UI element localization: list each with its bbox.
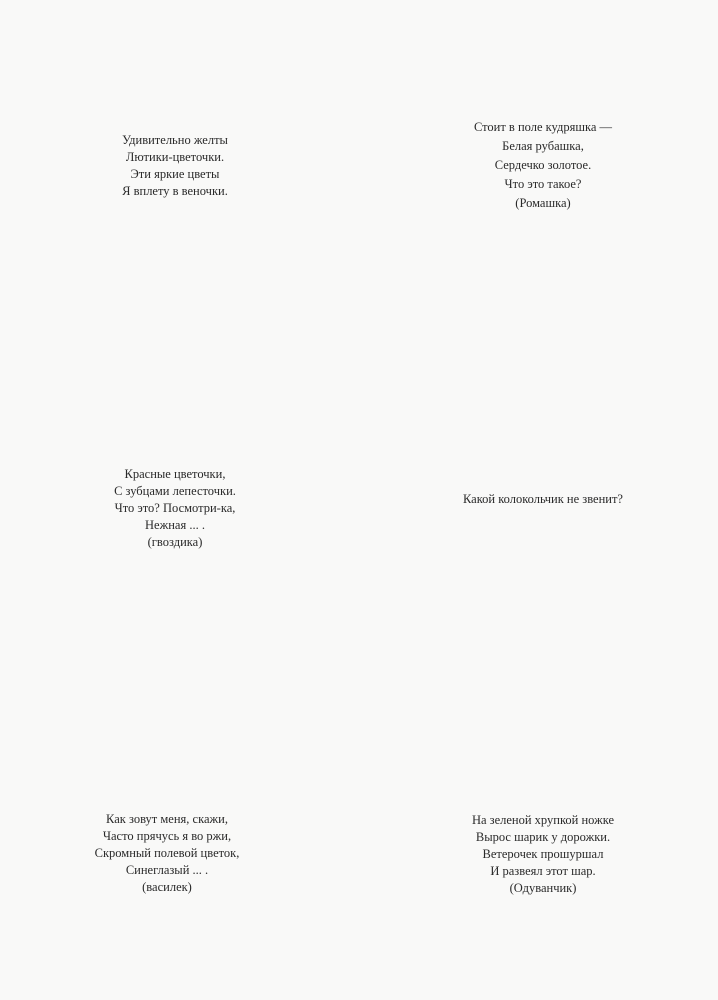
riddle-line: Нежная ... . xyxy=(145,518,205,532)
riddle-line: Удивительно желты xyxy=(122,133,228,147)
riddle-line: С зубцами лепесточки. xyxy=(114,484,236,498)
riddle-answer: (гвоздика) xyxy=(147,535,203,549)
riddle-answer: (Одуванчик) xyxy=(509,881,577,895)
riddle-line: На зеленой хрупкой ножке xyxy=(471,813,615,827)
riddle-line: Стоит в поле кудряшка — xyxy=(473,120,613,134)
riddle-line: Скромный полевой цветок, xyxy=(94,846,240,860)
riddle-line: Синеглазый ... . xyxy=(125,863,209,877)
riddle-line: И развеял этот шар. xyxy=(490,864,596,878)
riddle-line: Как зовут меня, скажи, xyxy=(106,812,228,826)
riddle-bellflower xyxy=(428,491,658,508)
riddle-line: Какой колокольчик не звенит? xyxy=(463,492,623,506)
riddle-chamomile xyxy=(428,118,658,213)
riddle-line: Лютики-цветочки. xyxy=(125,150,225,164)
riddle-line: Ветерочек прошуршал xyxy=(482,847,604,861)
riddle-line: Что это такое? xyxy=(504,177,582,191)
riddle-line: Эти яркие цветы xyxy=(130,167,220,181)
riddle-answer: (Ромашка) xyxy=(515,196,571,210)
riddle-cornflower xyxy=(52,811,282,896)
riddle-carnation xyxy=(60,466,290,551)
riddle-buttercup xyxy=(60,132,290,200)
riddle-line: Что это? Посмотри-ка, xyxy=(114,501,236,515)
riddle-line: Часто прячусь я во ржи, xyxy=(102,829,232,843)
riddle-line: Вырос шарик у дорожки. xyxy=(475,830,611,844)
riddle-dandelion xyxy=(428,812,658,897)
riddle-line: Красные цветочки, xyxy=(124,467,226,481)
riddle-line: Я вплету в веночки. xyxy=(122,184,228,198)
riddle-answer: (василек) xyxy=(142,880,192,894)
riddle-line: Белая рубашка, xyxy=(502,139,584,153)
riddle-line: Сердечко золотое. xyxy=(494,158,592,172)
